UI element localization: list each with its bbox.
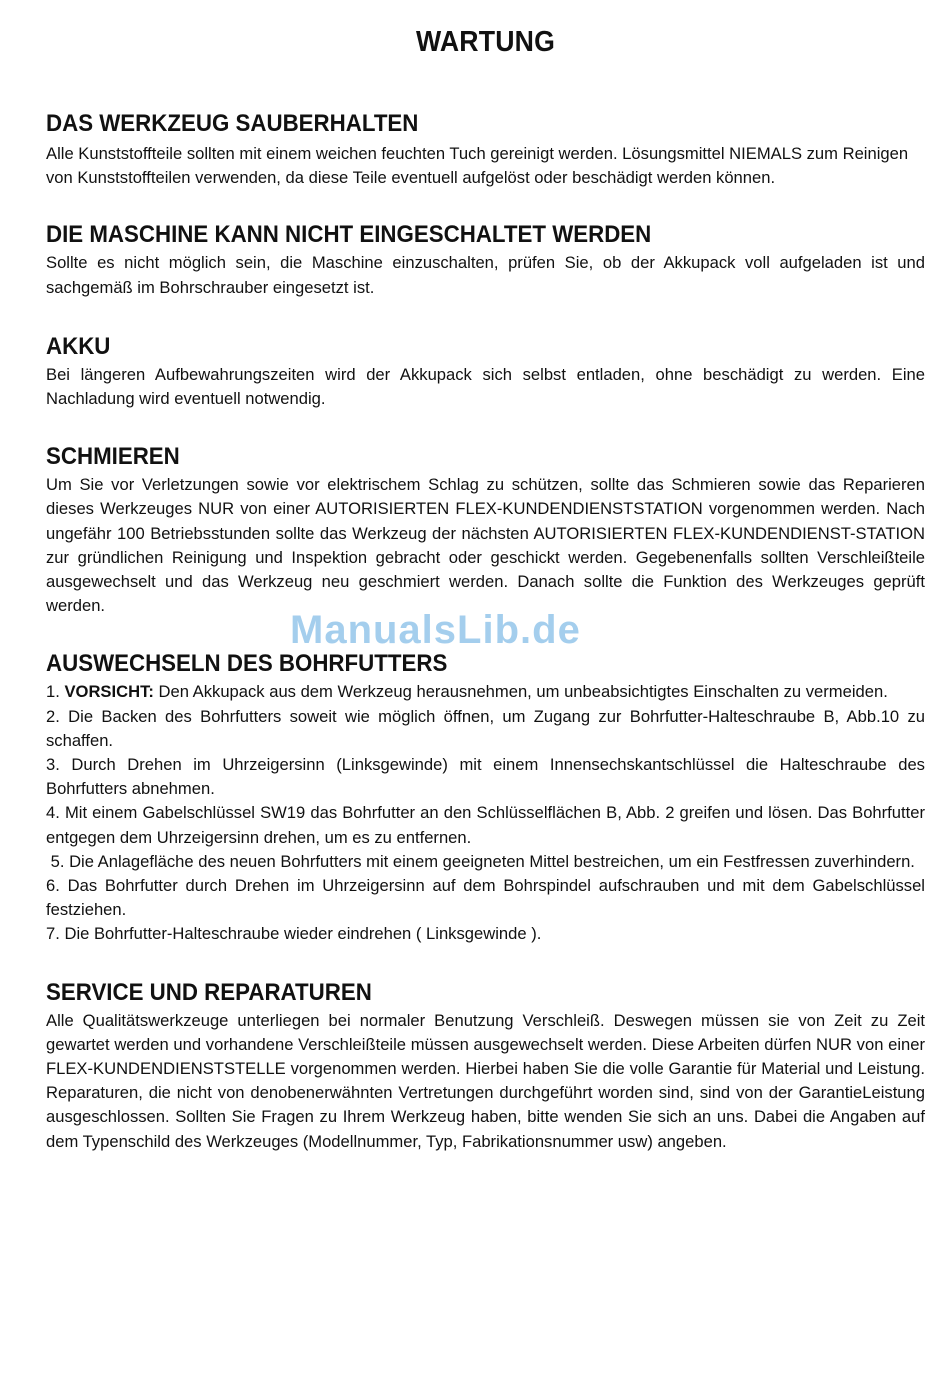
- step-text: Den Akkupack aus dem Werkzeug herausnehmen, um unbeabsichtigtes Einschalten zu vermeiden.: [158, 682, 888, 702]
- step-label: VORSICHT:: [64, 682, 154, 702]
- document-page: [46, 0, 925, 1154]
- list-item: [46, 680, 925, 704]
- section-chuck-replacement: [46, 649, 925, 946]
- section-paragraph: Alle Qualitätswerkzeuge unterliegen bei normaler Benutzung Verschleiß. Deswegen müssen sie von Zeit zu Zeit gewartet werden und vorhandene Verschleißteile müssen ausgewechselt werden. Diese Arbeiten dürfen NUR von einer FLEX-KUNDENDIENSTSTELLE vorgenommen werden. Hierbei haben Sie die volle Garantie für Material und Leistung. Reparaturen, die nicht von denobenerwähnten Vertretungen durchgeführt worden sind, sind von der GarantieLeistung ausgeschlossen. Sollten Sie Fragen zu Ihrem Werkzeug haben, bitte wenden Sie sich an uns. Dabei die Angaben auf dem Typenschild des Werkzeuges (Modellnummer, Typ, Fabrikationsnummer usw) angeben.: [46, 1010, 925, 1151]
- section-paragraph: Alle Kunststoffteile sollten mit einem weichen feuchten Tuch gereinigt werden. Lösungsmittel NIEMALS zum Reinigen von Kunststoffteilen verwenden, da diese Teile eventuell aufgelöst oder beschädigt werden können.: [46, 144, 909, 188]
- section-cleaning: [46, 109, 925, 190]
- step-text: Die Backen des Bohrfutters soweit wie möglich öffnen, um Zugang zur Bohrfutter-Halteschraube B, Abb.10 zu schaffen.: [46, 706, 925, 750]
- list-item: [46, 801, 925, 849]
- section-heading: SERVICE UND REPARATUREN: [46, 978, 372, 1006]
- section-paragraph: Bei längeren Aufbewahrungszeiten wird der Akkupack sich selbst entladen, ohne beschädigt zu werden. Eine Nachladung wird eventuell notwendig.: [46, 364, 925, 409]
- step-text: Mit einem Gabelschlüssel SW19 das Bohrfutter an den Schlüsselflächen B, Abb. 2 greifen und lösen. Das Bohrfutter entgegen dem Uhrzeigersinn drehen, um es zu entfernen.: [46, 803, 925, 847]
- section-heading: AKKU: [46, 332, 111, 360]
- step-text: Das Bohrfutter durch Drehen im Uhrzeigersinn auf dem Bohrspindel aufschrauben und mit dem Gabelschlüssel festziehen.: [46, 876, 925, 920]
- step-number: 2.: [46, 706, 60, 726]
- section-service: [46, 978, 925, 1154]
- section-heading: DAS WERKZEUG SAUBERHALTEN: [46, 110, 419, 137]
- step-number: 3.: [46, 755, 60, 775]
- list-item: [46, 874, 925, 922]
- list-item: [46, 850, 925, 874]
- section-heading: AUSWECHSELN DES BOHRFUTTERS: [46, 650, 448, 678]
- section-lubrication: [46, 442, 925, 618]
- step-number: 7.: [46, 924, 60, 944]
- section-paragraph: Sollte es nicht möglich sein, die Maschine einzuschalten, prüfen Sie, ob der Akkupack voll aufgeladen ist und sachgemäß im Bohrschrauber eingesetzt ist.: [46, 253, 925, 297]
- section-paragraph: Um Sie vor Verletzungen sowie vor elektrischem Schlag zu schützen, sollte das Schmieren sowie das Reparieren dieses Werkzeuges NUR von einer AUTORISIERTEN FLEX-KUNDENDIENSTSTATION vorgenommen werden. Nach ungefähr 100 Betriebsstunden sollte das Werkzeug der nächsten AUTORISIERTEN FLEX-KUNDENDIENST-STATION zur gründlichen Reinigung und Inspektion gebracht oder geschickt werden. Gegebenenfalls sollten Verschleißteile ausgewechselt und das Werkzeug neu geschmiert werden. Danach sollte die Funktion des Werkzeuges geprüft werden.: [46, 475, 925, 616]
- watermark: ManualsLib.de: [290, 608, 581, 652]
- step-number: 1.: [46, 682, 60, 702]
- step-number: 5.: [46, 851, 65, 871]
- section-heading: SCHMIEREN: [46, 443, 180, 471]
- list-item: [46, 922, 925, 946]
- list-item: [46, 705, 925, 753]
- section-battery: [46, 332, 925, 411]
- step-text: Die Bohrfutter-Halteschraube wieder eindrehen ( Linksgewinde ).: [64, 924, 542, 944]
- step-text: Durch Drehen im Uhrzeigersinn (Linksgewinde) mit einem Innensechskantschlüssel die Halteschraube des Bohrfutters abnehmen.: [46, 755, 925, 799]
- list-item: [46, 753, 925, 801]
- section-heading: DIE MASCHINE KANN NICHT EINGESCHALTET WERDEN: [46, 221, 652, 249]
- page-title: WARTUNG: [415, 26, 556, 58]
- section-power-on: [46, 220, 925, 299]
- step-text: Die Anlagefläche des neuen Bohrfutters mit einem geeigneten Mittel bestreichen, um ein Festfressen zuverhindern.: [69, 851, 915, 871]
- step-number: 4.: [46, 803, 60, 823]
- step-number: 6.: [46, 876, 60, 896]
